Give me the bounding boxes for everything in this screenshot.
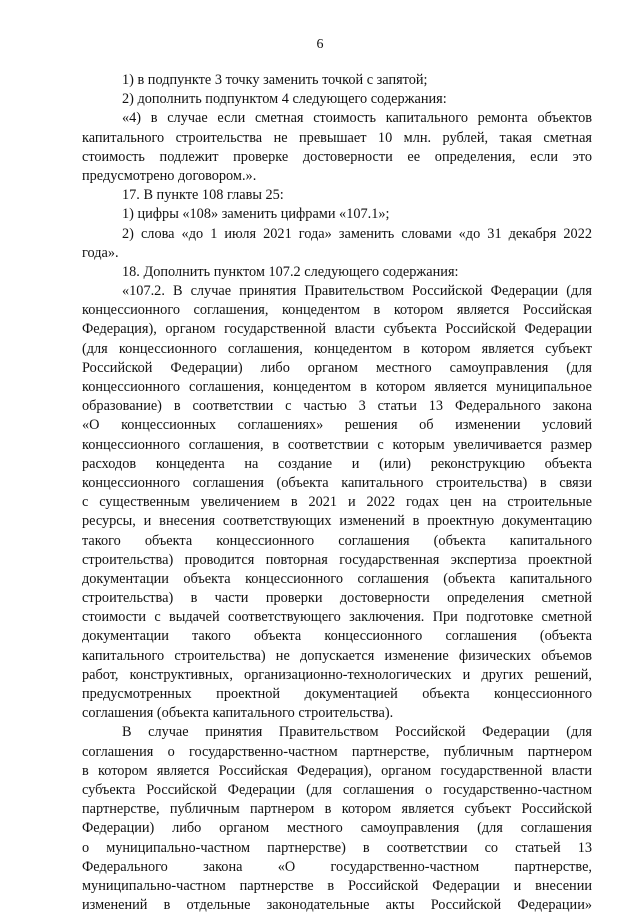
text-line: 1) цифры «108» заменить цифрами «107.1»; xyxy=(122,206,390,223)
text-line: Федерального закона «О государственно-частном партнерстве, xyxy=(82,858,592,875)
text-line: Российской Федерации) либо органом местного самоуправления (для xyxy=(82,359,592,376)
text-line: строительства) проводится повторная государственная экспертиза проектной xyxy=(82,551,592,568)
text-line: концессионного соглашения, концедентом в котором является Российская xyxy=(82,302,592,319)
text-line: 2) слова «до 1 июля 2021 года» заменить словами «до 31 декабря 2022 xyxy=(122,225,592,242)
text-line: предусмотрено договором.». xyxy=(82,167,257,184)
text-line: образование) в соответствии с частью 3 статьи 13 Федерального закона xyxy=(82,398,592,415)
text-line: документации объекта концессионного соглашения (объекта капитального xyxy=(82,570,592,587)
text-line: 18. Дополнить пунктом 107.2 следующего содержания: xyxy=(122,263,459,280)
text-line: изменений в отдельные законодательные акты Российской Федерации» xyxy=(82,897,592,914)
text-line: 1) в подпункте 3 точку заменить точкой с запятой; xyxy=(122,72,428,88)
text-line: стоимость подлежит проверке достоверности ее определения, если это xyxy=(82,148,592,165)
text-line: муниципально-частном партнерстве в Российской Федерации и внесении xyxy=(82,877,592,894)
text-line: концессионного соглашения (объекта капитального строительства) в связи xyxy=(82,474,592,491)
text-line: с существенным увеличением в 2021 и 2022 годах цен на строительные xyxy=(82,494,592,511)
text-line: документации такого объекта концессионного соглашения (объекта xyxy=(82,628,592,645)
text-line: концессионного соглашения, в соответствии с которым увеличивается размер xyxy=(82,436,592,453)
text-line: работ, конструктивных, организационно-технологических и других решений, xyxy=(82,666,592,683)
text-line: В случае принятия Правительством Российской Федерации (для xyxy=(122,724,592,741)
text-line: «О концессионных соглашениях» решения об изменении условий xyxy=(82,417,592,434)
text-line: ресурсы, и внесения соответствующих изменений в проектную документацию xyxy=(82,513,592,530)
text-line: Федерация), органом государственной власти субъекта Российской Федерации xyxy=(82,321,592,338)
text-line: о муниципально-частном партнерстве) в соответствии со статьей 13 xyxy=(82,839,592,856)
text-line: 2) дополнить подпунктом 4 следующего содержания: xyxy=(122,91,447,108)
text-line: строительства) в части проверки достоверности определения сметной xyxy=(82,590,592,607)
text-line: «4) в случае если сметная стоимость капитального ремонта объектов xyxy=(122,110,592,127)
text-line: соглашения о государственно-частном партнерстве, публичным партнером xyxy=(82,743,592,760)
page-number: 6 xyxy=(316,37,324,52)
text-line: капитального строительства не превышает 10 млн. рублей, такая сметная xyxy=(82,129,592,146)
text-line: субъекта Российской Федерации (для соглашения о государственно-частном xyxy=(82,781,592,798)
text-line: «107.2. В случае принятия Правительством Российской Федерации (для xyxy=(122,283,592,300)
text-line: такого объекта концессионного соглашения (объекта капитального xyxy=(82,532,592,549)
text-line: года». xyxy=(82,244,119,261)
text-line: концессионного соглашения, концедентом в котором является муниципальное xyxy=(82,379,592,395)
text-line: капитального строительства) не допускается изменение физических объемов xyxy=(82,647,592,664)
text-line: 17. В пункте 108 главы 25: xyxy=(122,187,284,204)
document-body xyxy=(82,71,592,915)
text-line: партнерстве, публичным партнером в котором является субъект Российской xyxy=(82,801,592,818)
text-line: (для концессионного соглашения, концедентом в котором является субъект xyxy=(82,340,592,357)
text-line: в котором является Российская Федерация), органом государственной власти xyxy=(82,762,592,779)
text-line: соглашения (объекта капитального строительства). xyxy=(82,705,394,722)
text-line: предусмотренных проектной документацией объекта концессионного xyxy=(82,686,592,702)
text-line: стоимости с выдачей соответствующего заключения. При подготовке сметной xyxy=(82,609,592,626)
text-line: Федерации) либо органом местного самоуправления (для соглашения xyxy=(82,820,592,837)
text-line: расходов концедента на создание и (или) реконструкцию объекта xyxy=(82,455,592,472)
